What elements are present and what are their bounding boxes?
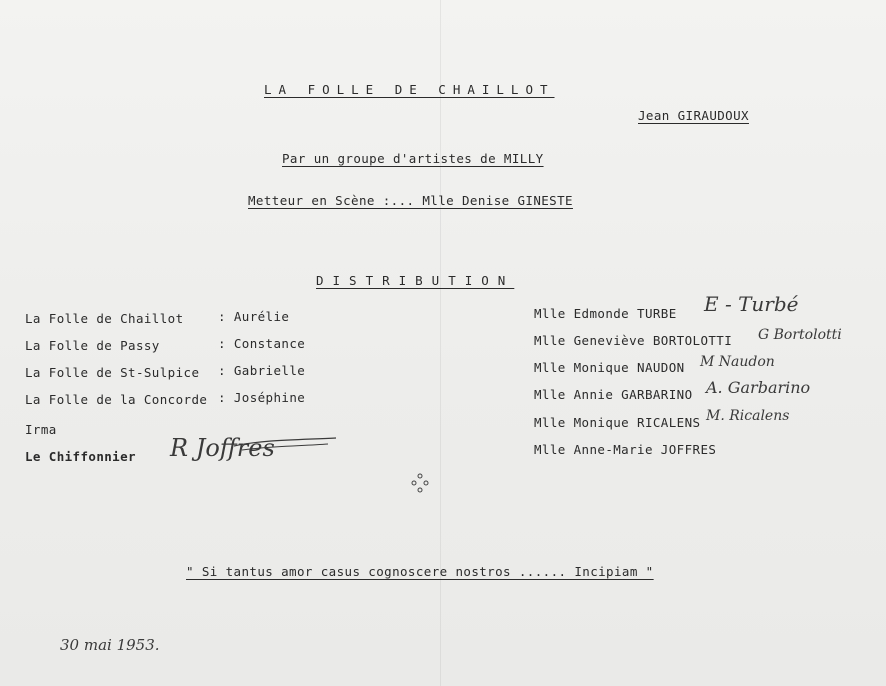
- actor-signature: G Bortolotti: [758, 327, 842, 343]
- chiffonnier-signature: R Joffres: [170, 434, 275, 462]
- actor-signature: A. Garbarino: [706, 378, 811, 397]
- role-name: La Folle de Chaillot: [25, 311, 184, 326]
- actor-name: Mlle Anne-Marie JOFFRES: [534, 442, 717, 457]
- director-line: Metteur en Scène :... Mlle Denise GINESTE: [248, 193, 573, 208]
- actor-name: Mlle Geneviève BORTOLOTTI: [534, 333, 733, 348]
- actor-signature: M. Ricalens: [706, 408, 790, 424]
- actor-signature: M Naudon: [700, 354, 775, 370]
- character-name: : Aurélie: [218, 309, 290, 324]
- troupe-line: Par un groupe d'artistes de MILLY: [282, 151, 544, 166]
- role-name: Le Chiffonnier: [25, 449, 136, 464]
- character-name: : Constance: [218, 336, 306, 351]
- distribution-heading: DISTRIBUTION: [316, 273, 515, 288]
- actor-signature: E - Turbé: [704, 292, 799, 316]
- role-name: La Folle de Passy: [25, 338, 160, 353]
- paper-fold: [440, 0, 441, 686]
- ornament-icon: [408, 472, 432, 494]
- handwritten-date: 30 mai 1953.: [60, 636, 160, 654]
- author-name: Jean GIRAUDOUX: [638, 108, 749, 123]
- role-name: La Folle de St-Sulpice: [25, 365, 200, 380]
- actor-name: Mlle Edmonde TURBE: [534, 306, 677, 321]
- play-title: LA FOLLE DE CHAILLOT: [264, 82, 555, 97]
- role-name: Irma: [25, 422, 57, 437]
- actor-name: Mlle Annie GARBARINO: [534, 387, 693, 402]
- actor-name: Mlle Monique RICALENS: [534, 415, 701, 430]
- signature-flourish: [232, 434, 342, 454]
- role-name: La Folle de la Concorde: [25, 392, 208, 407]
- character-name: : Gabrielle: [218, 363, 306, 378]
- character-name: : Joséphine: [218, 390, 306, 405]
- actor-name: Mlle Monique NAUDON: [534, 360, 685, 375]
- latin-quote: " Si tantus amor casus cognoscere nostros ...... Incipiam ": [186, 564, 654, 579]
